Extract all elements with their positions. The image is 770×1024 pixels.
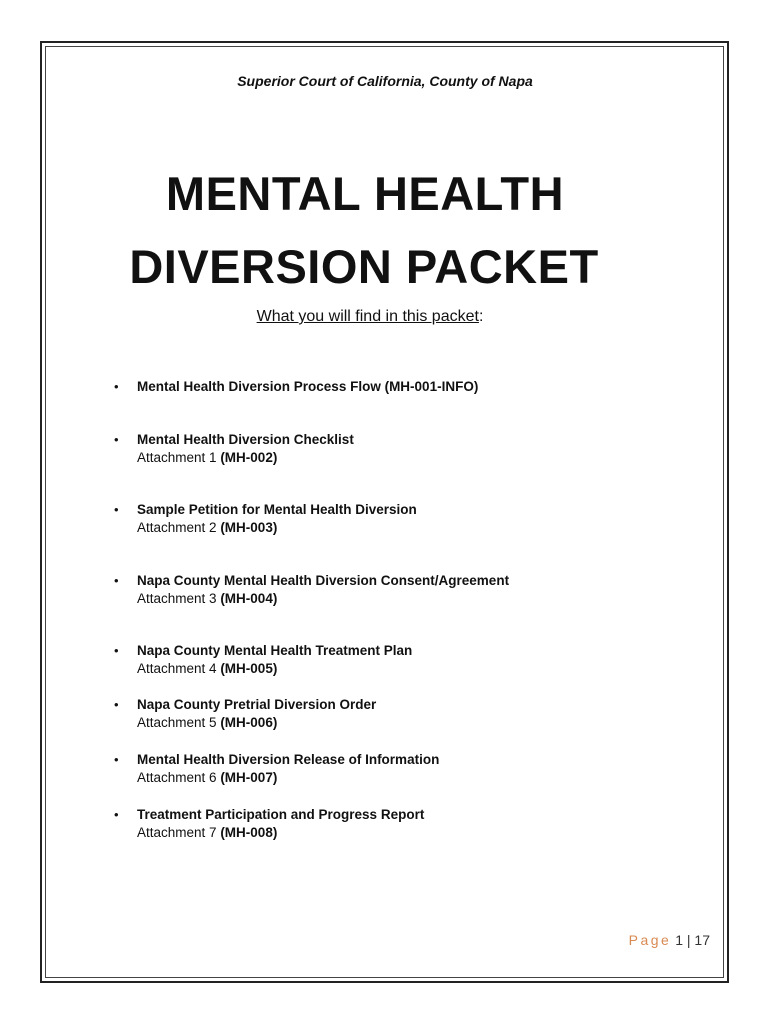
attachment-label: Attachment 5 [137,715,217,730]
attachment-line [137,714,674,732]
bullet-icon: • [114,807,119,822]
bullet-icon: • [114,502,119,517]
form-code: (MH-003) [220,520,278,535]
attachment-label: Attachment 7 [137,825,217,840]
bullet-icon: • [114,573,119,588]
attachment-label: Attachment 3 [137,591,217,606]
page-current: 1 [675,932,683,948]
list-item [114,642,674,678]
packet-contents-colon: : [478,308,484,325]
form-code: (MH-005) [220,661,278,676]
item-title: Napa County Mental Health Treatment Plan [137,643,413,658]
page-separator: | [686,932,691,948]
attachment-label: Attachment 6 [137,770,217,785]
attachment-line [137,769,674,787]
item-title: Mental Health Diversion Release of Information [137,752,440,767]
bullet-icon: • [114,432,119,447]
list-item [114,696,674,732]
bullet-icon: • [114,752,119,767]
bullet-icon: • [114,697,119,712]
attachment-line [137,590,674,608]
attachment-line [137,519,674,537]
form-code: (MH-007) [220,770,278,785]
item-title: Napa County Pretrial Diversion Order [137,697,377,712]
form-code: (MH-006) [220,715,278,730]
page-word: Page [628,932,672,948]
list-item [114,378,674,396]
item-title: Mental Health Diversion Process Flow (MH-001-INFO) [137,379,479,394]
packet-contents-text: What you will find in this packet [256,308,479,325]
page-number [629,932,710,948]
list-item [114,806,674,842]
item-title: Sample Petition for Mental Health Diversion [137,502,417,517]
packet-contents-heading [0,308,740,326]
attachment-label: Attachment 1 [137,450,217,465]
list-item [114,751,674,787]
attachment-line [137,660,674,678]
title-line-2: DIVERSION PACKET [129,240,599,293]
attachment-line [137,449,674,467]
title-line-1: MENTAL HEALTH [165,167,565,220]
attachment-label: Attachment 4 [137,661,217,676]
form-code: (MH-004) [220,591,278,606]
attachment-label: Attachment 2 [137,520,217,535]
bullet-icon: • [114,379,119,394]
item-title: Napa County Mental Health Diversion Consent/Agreement [137,573,510,588]
list-item [114,572,674,608]
attachment-line [137,824,674,842]
item-title: Mental Health Diversion Checklist [137,432,354,447]
list-item [114,431,674,467]
form-code: (MH-008) [220,825,278,840]
item-title: Treatment Participation and Progress Report [137,807,425,822]
form-code: (MH-002) [220,450,278,465]
list-item [114,501,674,537]
court-name: Superior Court of California, County of Napa [237,73,533,89]
bullet-icon: • [114,643,119,658]
page-total: 17 [694,932,710,948]
